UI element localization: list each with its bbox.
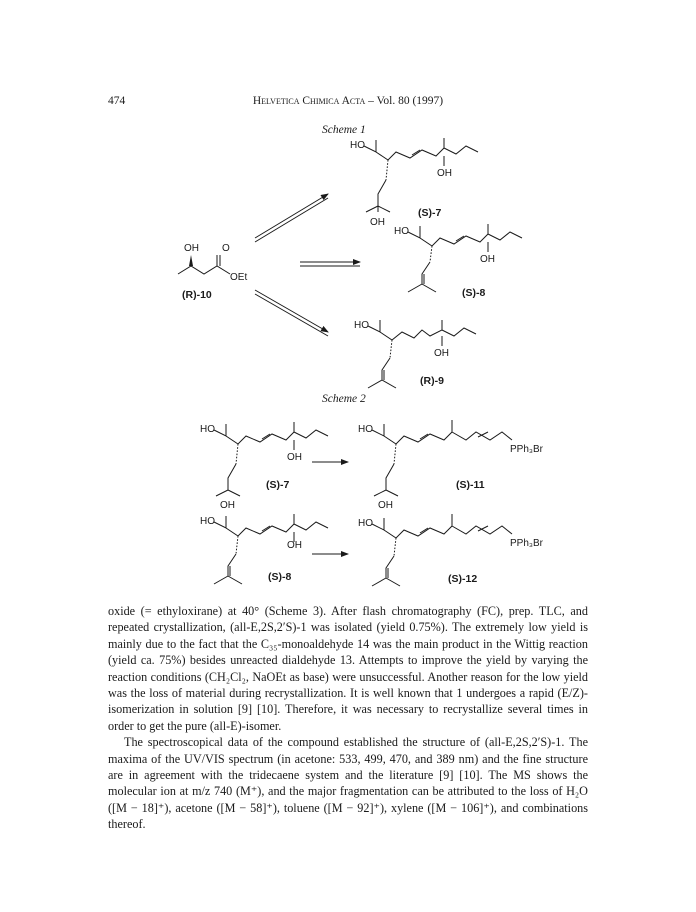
s8-ho-text: HO <box>394 226 409 237</box>
s7-label: (S)-7 <box>418 207 442 219</box>
s7b-label: (S)-7 <box>266 479 290 491</box>
s11-label: (S)-11 <box>456 479 485 491</box>
compound-r9-scheme1 <box>354 320 476 388</box>
s7-ho-text: HO <box>350 140 365 151</box>
page-number: 474 <box>108 95 126 107</box>
paragraph-2: The spectroscopical data of the compound established the structure of (all-E,2S,2′S)-1. The maxima of the UV/VIS spectrum (in acetone: 533, 499, 470, and 389 nm) and the fine structure are in agreement with the tridecaene system and the literature [9] [10]. The MS shows the molecular ion at m/z 740 (M⁺), and the major fragmentation can be attributed to the loss of H₂O ([M − 18]⁺), acetone ([M − 58]⁺), toluene ([M − 92]⁺), xylene ([M − 106]⁺), and combinations thereof. <box>108 735 588 832</box>
s7-oh-text-top: OH <box>437 168 452 179</box>
compound-s11 <box>358 420 544 511</box>
s8b-oh-text: OH <box>287 540 302 551</box>
r10-o-text: O <box>222 243 230 254</box>
r10-oh-text: OH <box>184 243 199 254</box>
arrow-to-s7 <box>255 194 328 238</box>
body-text <box>108 603 588 833</box>
compound-s8-scheme2 <box>200 514 328 584</box>
compound-s7-scheme1 <box>350 138 478 228</box>
scheme2-title: Scheme 2 <box>322 393 366 405</box>
r9-oh-text: OH <box>434 348 449 359</box>
s11-oh-text: OH <box>378 500 393 511</box>
s12-ho-text: HO <box>358 518 373 529</box>
s8-label: (S)-8 <box>462 287 486 299</box>
s8b-ho-text: HO <box>200 516 215 527</box>
scheme1-title: Scheme 1 <box>322 124 366 136</box>
r10-label: (R)-10 <box>182 289 212 301</box>
compound-r10-structure <box>178 243 247 301</box>
s7-oh-text-bottom: OH <box>370 217 385 228</box>
s7b-ho-text: HO <box>200 424 215 435</box>
r9-ho-text: HO <box>354 320 369 331</box>
journal-name: Helvetica Chimica Acta <box>252 95 366 107</box>
paragraph-1: oxide (= ethyloxirane) at 40° (Scheme 3). After flash chromatography (FC), prep. TLC, and repeated crystallization, (all-E,2S,2′S)-1 was isolated (yield 0.75%). The extremely low yield is mainly due to the fact that the C₃₅-monoaldehyde 14 was the main product in the Wittig reaction (yield ca. 75%) besides unreacted dialdehyde 13. Attempts to improve the yield by varying the reaction conditions (CH₂Cl₂, NaOEt as base) were unsuccessful. Another reason for the low yield was the loss of material during recrystallization. It is well known that 1 undergoes a rapid (E/Z)-isomerization in solution [9] [10]. Therefore, it was necessary to recrystallize several times in order to get the pure (all-E)-isomer. <box>108 604 588 733</box>
r9-label: (R)-9 <box>420 375 444 387</box>
compound-s7-scheme2 <box>200 422 328 511</box>
s8b-label: (S)-8 <box>268 571 292 583</box>
s11-pph3br-text: PPh₃Br <box>510 444 543 455</box>
compound-s12 <box>358 514 544 586</box>
s11-ho-text: HO <box>358 424 373 435</box>
s7b-oh-text-top: OH <box>287 452 302 463</box>
compound-s8-scheme1 <box>394 224 522 299</box>
s12-label: (S)-12 <box>448 573 478 585</box>
journal-volume: – Vol. 80 (1997) <box>368 95 444 107</box>
s7b-oh-text-bottom: OH <box>220 500 235 511</box>
s12-pph3br-text: PPh₃Br <box>510 538 543 549</box>
arrow-to-r9 <box>255 290 328 332</box>
r10-oet-text: OEt <box>230 272 248 283</box>
s8-oh-text: OH <box>480 254 495 265</box>
